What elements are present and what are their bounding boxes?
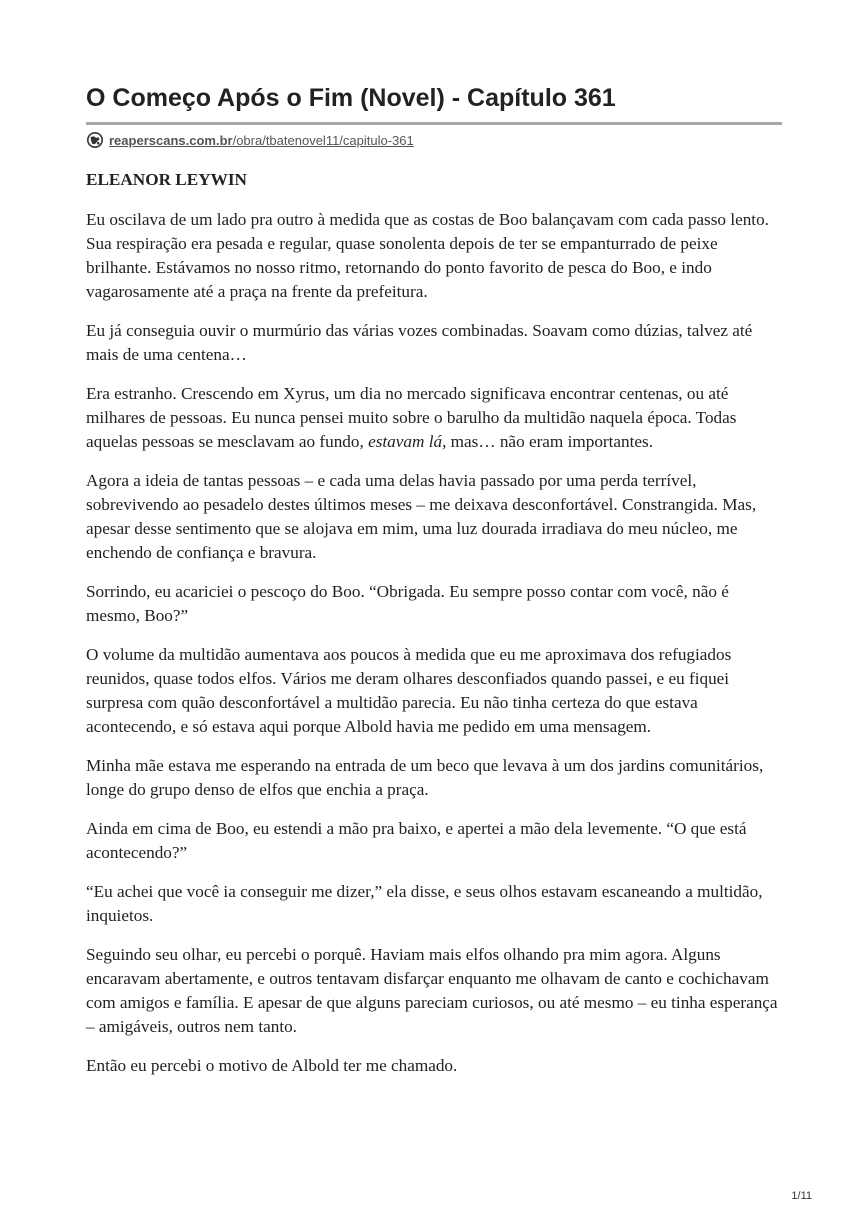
paragraph-4: Agora a ideia de tantas pessoas – e cada uma delas havia passado por uma perda terrível, sobrevivendo ao pesadelo destes últimos meses – me deixava desconfortável. Constrangida. Mas, apesar desse sentimento que se alojava em mim, uma luz dourada irradiava do meu núcleo, me enchendo de confiança e bravura. <box>86 471 757 562</box>
paragraph-3-before: Era estranho. Crescendo em Xyrus, um dia no mercado significava encontrar centenas, ou até milhares de pessoas. Eu nunca pensei muito sobre o barulho da multidão naquela época. Todas aquelas pessoas se mesclavam ao fundo, <box>86 384 737 451</box>
source-domain: reaperscans.com.br <box>109 132 233 148</box>
paragraph-7: Minha mãe estava me esperando na entrada de um beco que levava à um dos jardins comunitários, longe do grupo denso de elfos que enchia a praça. <box>86 756 764 799</box>
source-link[interactable] <box>109 133 414 148</box>
paragraph-10: Seguindo seu olhar, eu percebi o porquê. Haviam mais elfos olhando pra mim agora. Alguns encaravam abertamente, e outros tentavam disfarçar enquanto me olhavam de canto e cochichavam com amigos e família. E apesar de que alguns pareciam curiosos, ou até mesmo – eu tinha esperança – amigáveis, outros nem tanto. <box>86 945 778 1036</box>
paragraph-6: O volume da multidão aumentava aos poucos à medida que eu me aproximava dos refugiados reunidos, quase todos elfos. Vários me deram olhares desconfiados quando passei, e eu fiquei surpresa com quão desconfortável a multidão parecia. Eu não tinha certeza do que estava acontecendo, e só estava aqui porque Albold havia me pedido em uma mensagem. <box>86 645 732 736</box>
chapter-heading: ELEANOR LEYWIN <box>86 170 247 189</box>
paragraph-1: Eu oscilava de um lado pra outro à medida que as costas de Boo balançavam com cada passo lento. Sua respiração era pesada e regular, quase sonolenta depois de ter se empanturrado de peixe brilhante. Estávamos no nosso ritmo, retornando do ponto favorito de pesca do Boo, e indo vagarosamente até a praça na frente da prefeitura. <box>86 210 769 301</box>
globe-icon <box>86 131 104 149</box>
paragraph-3-after: mas… não eram importantes. <box>446 432 654 451</box>
paragraph-3-emphasis: estavam lá, <box>368 432 447 451</box>
paragraph-5: Sorrindo, eu acariciei o pescoço do Boo. “Obrigada. Eu sempre posso contar com você, não é mesmo, Boo?” <box>86 582 729 625</box>
paragraph-9: “Eu achei que você ia conseguir me dizer,” ela disse, e seus olhos estavam escaneando a multidão, inquietos. <box>86 882 763 925</box>
source-line <box>86 130 782 150</box>
title-divider <box>86 122 782 125</box>
paragraph-8: Ainda em cima de Boo, eu estendi a mão pra baixo, e apertei a mão dela levemente. “O que está acontecendo?” <box>86 819 747 862</box>
document-page <box>86 70 782 1093</box>
paragraph-2: Eu já conseguia ouvir o murmúrio das várias vozes combinadas. Soavam como dúzias, talvez até mais de uma centena… <box>86 321 753 364</box>
page-indicator: 1/11 <box>791 1190 812 1202</box>
page-title: O Começo Após o Fim (Novel) - Capítulo 361 <box>86 84 616 112</box>
paragraph-11: Então eu percebi o motivo de Albold ter me chamado. <box>86 1056 458 1075</box>
paragraph-3 <box>86 382 782 454</box>
article-body <box>86 168 782 1078</box>
source-path: /obra/tbatenovel11/capitulo-361 <box>232 132 414 148</box>
